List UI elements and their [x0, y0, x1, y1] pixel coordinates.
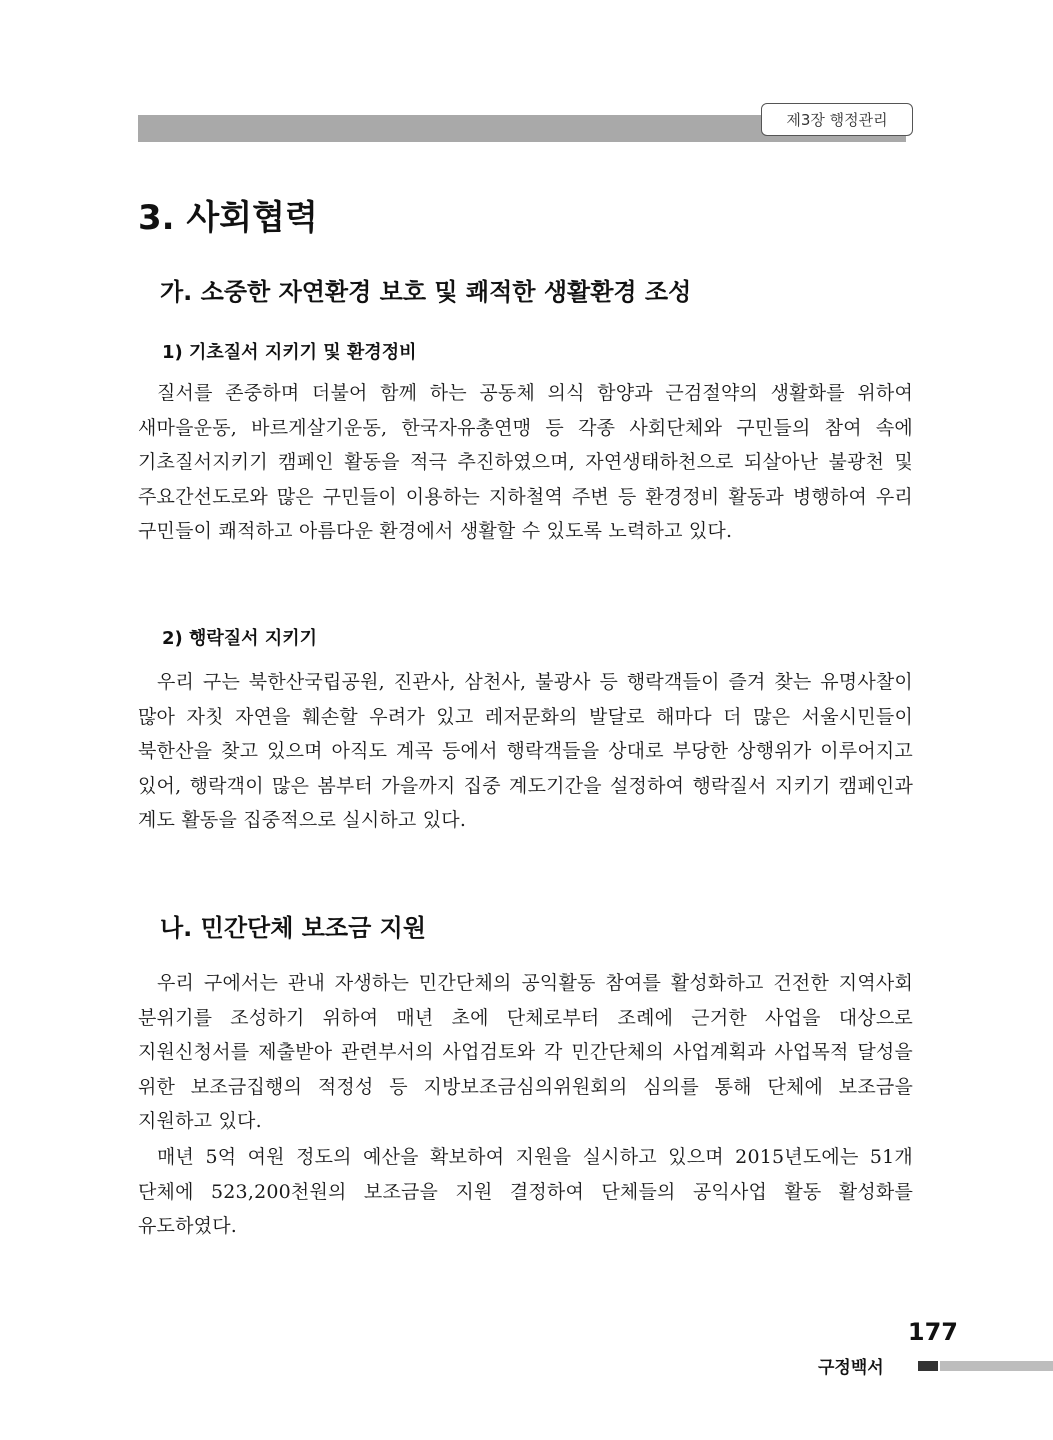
- book-title: 구정백서: [818, 1358, 884, 1378]
- chapter-label: 제3장 행정관리: [786, 111, 888, 129]
- subsection-a-title: 가. 소중한 자연환경 보호 및 쾌적한 생활환경 조성: [160, 278, 692, 306]
- footer-bar-light: [940, 1361, 1053, 1371]
- item-2-paragraph: 우리 구는 북한산국립공원, 진관사, 삼천사, 불광사 등 행락객들이 즐겨 찾는 유명사찰이 많아 자칫 자연을 훼손할 우려가 있고 레저문화의 발달로 해마다 더 많은 서울시민들이 북한산을 찾고 있으며 아직도 계곡 등에서 행락객들을 상대로 부당한 상행위가 이루어지고 있어, 행락객이 많은 봄부터 가을까지 집중 계도기간을 설정하여 행락질서 지키기 캠페인과 계도 활동을 집중적으로 실시하고 있다.: [138, 671, 913, 832]
- subsection-b-title: 나. 민간단체 보조금 지원: [160, 914, 427, 942]
- chapter-tab: [761, 103, 913, 136]
- page-number: 177: [907, 1318, 958, 1346]
- item-1-paragraph: 질서를 존중하며 더불어 함께 하는 공동체 의식 함양과 근검절약의 생활화를 위하여 새마을운동, 바르게살기운동, 한국자유총연맹 등 각종 사회단체와 구민들의 참여 속에 기초질서지키기 캠페인 활동을 적극 추진하였으며, 자연생태하천으로 되살아난 불광천 및 주요간선도로와 많은 구민들이 이용하는 지하철역 주변 등 환경정비 활동과 병행하여 우리 구민들이 쾌적하고 아름다운 환경에서 생활할 수 있도록 노력하고 있다.: [138, 382, 913, 543]
- item-1-title: 1) 기초질서 지키기 및 환경정비: [162, 342, 417, 363]
- section-title: 3. 사회협력: [138, 198, 318, 238]
- footer-bar-dark: [918, 1361, 938, 1371]
- item-2-title: 2) 행락질서 지키기: [162, 628, 317, 649]
- subsection-b-paragraph-2: 매년 5억 여원 정도의 예산을 확보하여 지원을 실시하고 있으며 2015년도에는 51개 단체에 523,200천원의 보조금을 지원 결정하여 단체들의 공익사업 활동 활성화를 유도하였다.: [138, 1146, 913, 1238]
- subsection-b-paragraph-1: 우리 구에서는 관내 자생하는 민간단체의 공익활동 참여를 활성화하고 건전한 지역사회 분위기를 조성하기 위하여 매년 초에 단체로부터 조례에 근거한 사업을 대상으로 지원신청서를 제출받아 관련부서의 사업검토와 각 민간단체의 사업계획과 사업목적 달성을 위한 보조금집행의 적정성 등 지방보조금심의위원회의 심의를 통해 단체에 보조금을 지원하고 있다.: [138, 972, 913, 1133]
